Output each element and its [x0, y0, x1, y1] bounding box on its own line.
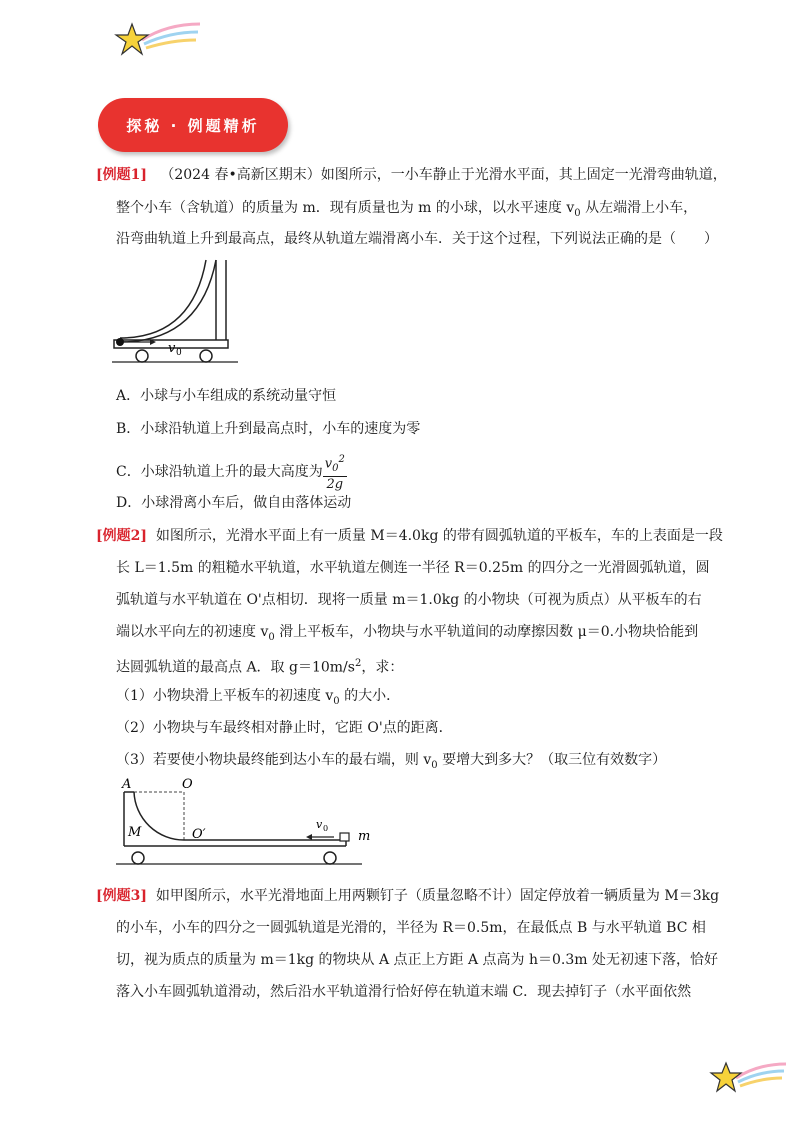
q2-line-1: [96, 526, 723, 546]
q1-figure-velocity-label: v: [168, 341, 176, 356]
q2-text: （1）小物块滑上平板车的初速度 v: [116, 688, 334, 704]
q2-line-4: [116, 622, 698, 648]
shooting-star-icon: [708, 1058, 788, 1098]
q1-line-3: [116, 229, 718, 249]
q2-figure-label-a: A: [122, 777, 132, 792]
q2-line-3: 弧轨道与水平轨道在 O'点相切．现将一质量 m＝1.0kg 的小物块（可视为质点）从平板车的右: [116, 592, 702, 608]
q2-figure-label-v: v: [316, 818, 323, 831]
superscript: 2: [354, 658, 362, 669]
q3-line-3: 切，视为质点的质量为 m＝1kg 的物块从 A 点正上方距 A 点高为 h＝0.3m 处无初速下落，恰好: [116, 952, 719, 968]
q2-sub-1: [116, 686, 400, 712]
subscript: 0: [431, 759, 438, 771]
q1-line-2: [116, 198, 697, 224]
q2-tag: [例题2]: [96, 528, 147, 544]
q2-text: 端以水平向左的初速度 v: [116, 624, 269, 640]
subscript: 0: [268, 631, 275, 643]
subscript: 0: [176, 348, 182, 358]
section-banner-label: 探秘 · 例题精析: [126, 116, 260, 135]
q3-text: 如甲图所示，水平光滑地面上用两颗钉子（质量忽略不计）固定停放着一辆质量为 M＝3kg: [155, 888, 720, 904]
q2-text: ，求：: [361, 659, 404, 676]
q1-option-b: B．小球沿轨道上升到最高点时，小车的速度为零: [116, 421, 421, 437]
q2-line-5: [116, 654, 403, 678]
q2-figure-label-m-block: m: [358, 829, 371, 844]
q1-tag: [例题1]: [96, 167, 147, 183]
q2-sub-2: （2）小物块与车最终相对静止时，它距 O'点的距离．: [116, 720, 453, 736]
q2-sub-3: [116, 750, 666, 776]
q2-figure-label-o-prime: O′: [192, 827, 206, 842]
subscript: 0: [323, 824, 329, 833]
q2-text: （3）若要使小物块最终能到达小车的最右端，则 v: [116, 752, 432, 768]
q1-figure: [112, 258, 242, 368]
q1-option-c: [116, 452, 347, 492]
q2-text: 的大小．: [344, 688, 401, 704]
fraction-denominator: 2g: [326, 476, 344, 492]
q1-line-1: [96, 165, 727, 185]
q1-option-d: D．小球滑离小车后，做自由落体运动: [116, 495, 352, 511]
subscript: 0: [574, 207, 581, 219]
q2-text: 如图所示，光滑水平面上有一质量 M＝4.0kg 的带有圆弧轨道的平板车，车的上表面是一段: [155, 528, 723, 544]
q3-tag: [例题3]: [96, 888, 147, 904]
superscript: 2: [338, 454, 345, 465]
subscript: 0: [332, 462, 339, 474]
shooting-star-icon: [112, 18, 204, 62]
q2-figure: [112, 776, 382, 870]
subscript: 0: [333, 695, 340, 707]
q3-line-2: 的小车，小车的四分之一圆弧轨道是光滑的，半径为 R＝0.5m，在最低点 B 与水平轨道 BC 相: [116, 920, 706, 936]
q1-text: 沿弯曲轨道上升到最高点，最终从轨道左端滑离小车．关于这个过程，下列说法正确的是（ ）: [116, 231, 718, 247]
q1-text: （2024 春•高新区期末）如图所示，一小车静止于光滑水平面，其上固定一光滑弯曲轨道，: [160, 167, 727, 183]
q3-line-4: 落入小车圆弧轨道滑动，然后沿水平轨道滑行恰好停在轨道末端 C．现去掉钉子（水平面依然: [116, 984, 692, 1000]
fraction: [323, 452, 347, 492]
section-banner: [98, 98, 288, 152]
fraction-numerator: v: [324, 456, 333, 472]
q2-figure-label-m-cart: M: [128, 825, 142, 840]
q1-option-a: A．小球与小车组成的系统动量守恒: [116, 388, 337, 404]
q2-text: 要增大到多大？（取三位有效数字）: [442, 752, 667, 768]
q1-option-c-text: C．小球沿轨道上升的最大高度为: [116, 463, 323, 480]
q2-text: 达圆弧轨道的最高点 A．取 g＝10m/s: [116, 659, 355, 676]
q2-figure-label-o: O: [182, 777, 193, 792]
q1-text: 从左端滑上小车，: [585, 200, 698, 216]
q3-line-1: [96, 886, 719, 906]
q1-text: 整个小车（含轨道）的质量为 m．现有质量也为 m 的小球，以水平速度 v: [116, 200, 575, 216]
q2-line-2: 长 L＝1.5m 的粗糙水平轨道，水平轨道左侧连一半径 R＝0.25m 的四分之一光滑圆弧轨道，圆: [116, 560, 710, 576]
q2-text: 滑上平板车，小物块与水平轨道间的动摩擦因数 μ＝0.小物块恰能到: [279, 624, 699, 640]
